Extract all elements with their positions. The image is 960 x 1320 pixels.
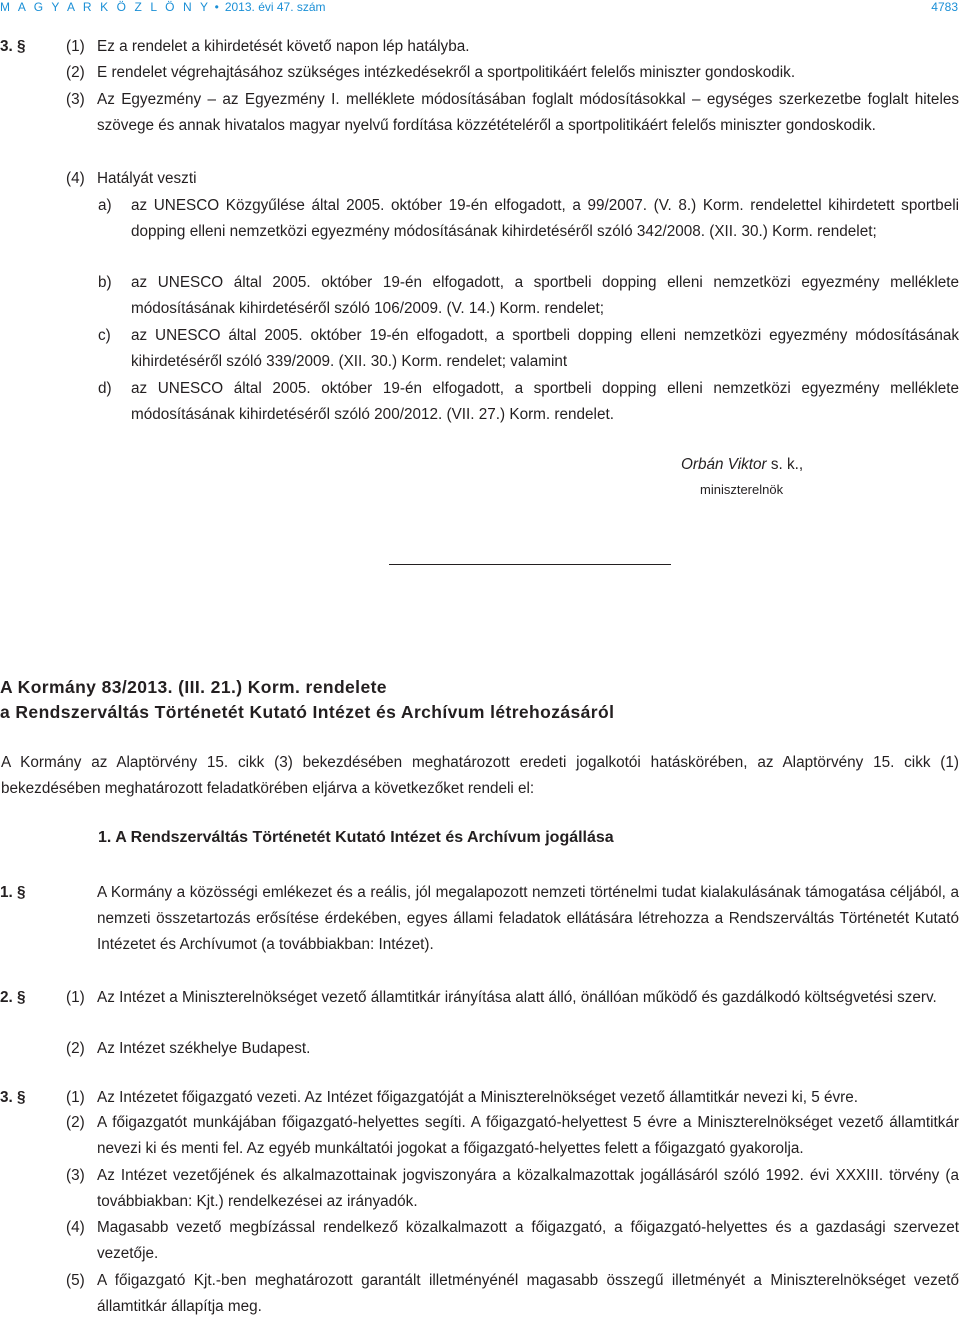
paragraph-text: A főigazgató Kjt.-ben meghatározott garantált illetményénél magasabb összegű illetményét a Miniszterelnökséget vezető államtitkár állapítja meg. xyxy=(97,1272,959,1315)
paragraph-text: Hatályát veszti xyxy=(97,170,197,187)
section-label: 1. § xyxy=(0,884,26,901)
paragraph-text: Az Intézetet főigazgató vezeti. Az Intézet főigazgatóját a Miniszterelnökséget vezető államtitkár nevezi ki, 5 évre. xyxy=(97,1089,858,1106)
signatory-role: miniszterelnök xyxy=(700,482,784,497)
signatory-name: Orbán Viktor xyxy=(681,456,767,473)
paragraph-label: (2) xyxy=(66,64,85,81)
paragraph-text: E rendelet végrehajtásához szükséges intézkedésekről a sportpolitikáért felelős miniszter gondoskodik. xyxy=(97,64,796,81)
item-label: a) xyxy=(98,197,112,214)
paragraph-label: (1) xyxy=(66,989,85,1006)
item-label: d) xyxy=(98,380,112,397)
item-text: az UNESCO által 2005. október 19-én elfogadott, a sportbeli dopping elleni nemzetközi egyezmény melléklete módosításának kihirdetéséről szóló 200/2012. (VII. 27.) Korm. rendelet. xyxy=(131,380,959,423)
preamble-text: A Kormány az Alaptörvény 15. cikk (3) bekezdésében meghatározott eredeti jogalkotói hatáskörében, az Alaptörvény 15. cikk (1) bekezdésében meghatározott feladatkörében eljárva a következőket rendeli el: xyxy=(1,754,959,797)
item-text: az UNESCO által 2005. október 19-én elfogadott, a sportbeli dopping elleni nemzetközi egyezmény melléklete módosításának kihirdetéséről szóló 106/2009. (V. 14.) Korm. rendelet; xyxy=(131,274,959,317)
signature-line xyxy=(681,456,803,474)
paragraph-label: (1) xyxy=(66,1089,85,1106)
paragraph-label: (5) xyxy=(66,1272,85,1289)
decree-subtitle: a Rendszerváltás Történetét Kutató Intézet és Archívum létrehozásáról xyxy=(0,702,615,722)
section-label: 3. § xyxy=(0,1089,26,1106)
item-label: b) xyxy=(98,274,112,291)
paragraph-label: (3) xyxy=(66,91,85,108)
paragraph-label: (3) xyxy=(66,1167,85,1184)
paragraph-text: A főigazgatót munkájában főigazgató-helyettes segíti. A főigazgató-helyettest 5 évre a Miniszterelnökséget vezető államtitkár nevezi ki és menti fel. Az egyéb munkáltatói jogokat a főigazgató-helyettes felett a főigazgató gyakorolja. xyxy=(97,1114,959,1157)
paragraph-text: Ez a rendelet a kihirdetését követő napon lép hatályba. xyxy=(97,38,470,55)
bullet-icon: • xyxy=(214,0,219,14)
paragraph-text: Az Intézet székhelye Budapest. xyxy=(97,1040,311,1057)
chapter-title: 1. A Rendszerváltás Történetét Kutató Intézet és Archívum jogállása xyxy=(98,829,614,846)
paragraph-label: (2) xyxy=(66,1114,85,1131)
paragraph-text: Az Egyezmény – az Egyezmény I. melléklete módosításában foglalt módosításokkal – egységes szerkezetbe foglalt hiteles szövege és annak hivatalos magyar nyelvű fordítása közzétételéről a sportpolitikáért felelős miniszter gondoskodik. xyxy=(97,91,959,134)
page-number: 4783 xyxy=(931,0,958,14)
issue-label: 2013. évi 47. szám xyxy=(224,0,326,14)
section-label: 3. § xyxy=(0,38,26,55)
decree-title: A Kormány 83/2013. (III. 21.) Korm. rendelete xyxy=(0,677,387,697)
paragraph-text: Az Intézet vezetőjének és alkalmazottainak jogviszonyára a közalkalmazottak jogállásáról szóló 1992. évi XXXIII. törvény (a továbbiakban: Kjt.) rendelkezései az irányadók. xyxy=(97,1167,959,1210)
section-text: A Kormány a közösségi emlékezet és a reális, jól megalapozott nemzeti történelmi tudat kialakulásának támogatása céljából, a nemzeti összetartozás erősítése érdekében, egyes állami feladatok ellátására létrehozza a Rendszerváltás Történetét Kutató Intézetet és Archívumot (a továbbiakban: Intézet). xyxy=(97,884,959,953)
journal-header xyxy=(0,0,326,14)
paragraph-text: Magasabb vezető megbízással rendelkező közalkalmazott a főigazgató, a főigazgató-helyettes és a gazdasági szervezet vezetője. xyxy=(97,1219,959,1262)
paragraph-label: (1) xyxy=(66,38,85,55)
paragraph-label: (4) xyxy=(66,170,85,187)
item-label: c) xyxy=(98,327,111,344)
paragraph-label: (4) xyxy=(66,1219,85,1236)
item-text: az UNESCO által 2005. október 19-én elfogadott, a sportbeli dopping elleni nemzetközi egyezmény módosításának kihirdetéséről szóló 339/2009. (XII. 30.) Korm. rendelet; valamint xyxy=(131,327,959,370)
paragraph-label: (2) xyxy=(66,1040,85,1057)
signature-suffix: s. k., xyxy=(766,456,804,473)
item-text: az UNESCO Közgyűlése által 2005. október 19-én elfogadott, a 99/2007. (V. 8.) Korm. rendelettel kihirdetett sportbeli dopping elleni nemzetközi egyezmény módosításának kihirdetéséről szóló 342/2008. (XII. 30.) Korm. rendelet; xyxy=(131,197,959,240)
section-label: 2. § xyxy=(0,989,26,1006)
separator-line xyxy=(389,564,671,565)
journal-title: M A G Y A R K Ö Z L Ö N Y xyxy=(0,0,211,14)
paragraph-text: Az Intézet a Miniszterelnökséget vezető államtitkár irányítása alatt álló, önállóan működő és gazdálkodó költségvetési szerv. xyxy=(97,989,937,1006)
